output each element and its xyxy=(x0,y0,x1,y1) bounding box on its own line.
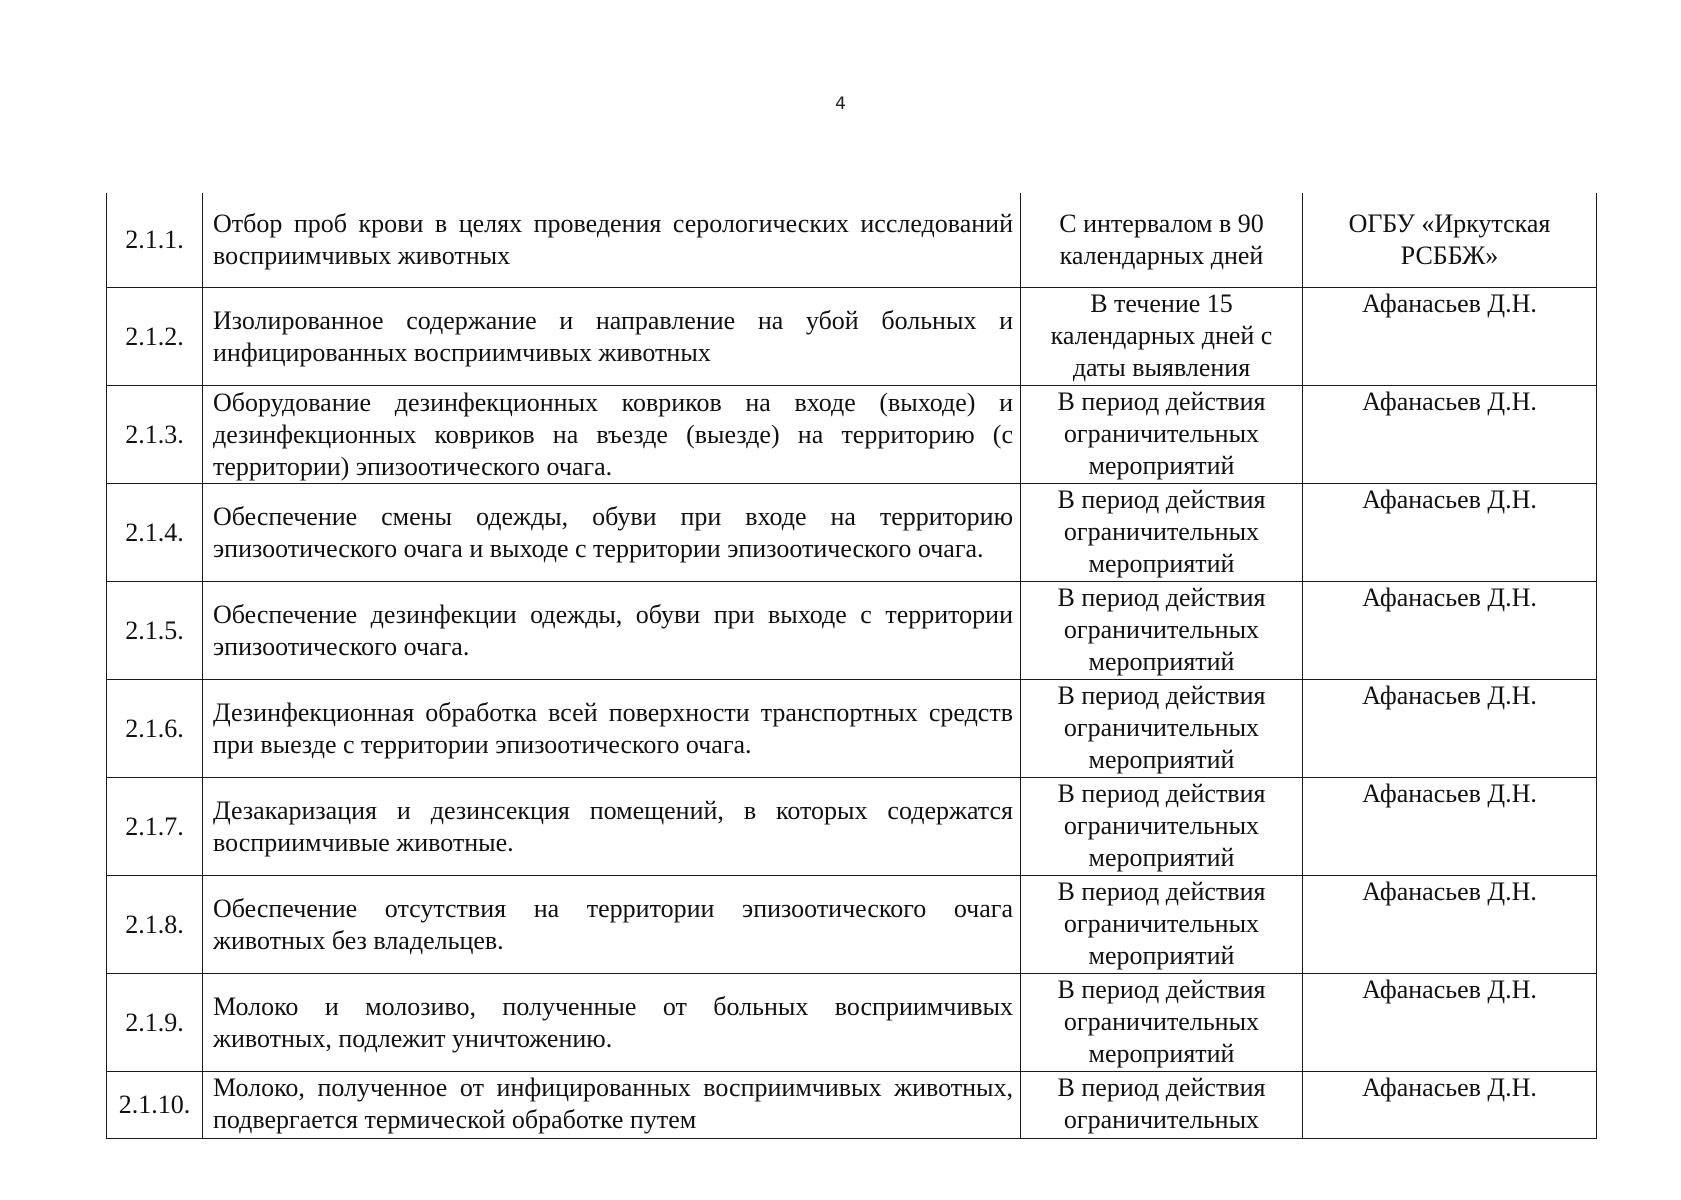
table-row xyxy=(107,974,1597,1072)
measure-term: В период действия ограничительных мероприятий xyxy=(1021,484,1303,582)
row-number: 2.1.4. xyxy=(107,484,203,582)
measure-description: Молоко, полученное от инфицированных восприимчивых животных, подвергается термической обработке путем xyxy=(203,1072,1021,1139)
table-row xyxy=(107,778,1597,876)
page-number: 4 xyxy=(835,94,846,114)
table-row xyxy=(107,876,1597,974)
measure-description: Дезинфекционная обработка всей поверхности транспортных средств при выезде с территории эпизоотического очага. xyxy=(203,680,1021,778)
row-number: 2.1.9. xyxy=(107,974,203,1072)
measure-responsible: Афанасьев Д.Н. xyxy=(1303,1072,1597,1139)
measure-term: В период действия ограничительных мероприятий xyxy=(1021,974,1303,1072)
table-row xyxy=(107,288,1597,386)
measure-responsible: Афанасьев Д.Н. xyxy=(1303,288,1597,386)
measures-table xyxy=(106,193,1597,1139)
measure-term: В течение 15 календарных дней с даты выявления xyxy=(1021,288,1303,386)
measure-description: Отбор проб крови в целях проведения серологических исследований восприимчивых животных xyxy=(203,193,1021,288)
row-number: 2.1.1. xyxy=(107,193,203,288)
measure-description: Оборудование дезинфекционных ковриков на входе (выходе) и дезинфекционных ковриков на въезде (выезде) на территорию (с территории) эпизоотического очага. xyxy=(203,386,1021,484)
measure-responsible: Афанасьев Д.Н. xyxy=(1303,582,1597,680)
measure-term: В период действия ограничительных мероприятий xyxy=(1021,778,1303,876)
measure-responsible: Афанасьев Д.Н. xyxy=(1303,876,1597,974)
measure-description: Обеспечение отсутствия на территории эпизоотического очага животных без владельцев. xyxy=(203,876,1021,974)
measure-description: Обеспечение дезинфекции одежды, обуви при выходе с территории эпизоотического очага. xyxy=(203,582,1021,680)
measure-term: В период действия ограничительных мероприятий xyxy=(1021,876,1303,974)
row-number: 2.1.6. xyxy=(107,680,203,778)
measure-description: Молоко и молозиво, полученные от больных восприимчивых животных, подлежит уничтожению. xyxy=(203,974,1021,1072)
row-number: 2.1.3. xyxy=(107,386,203,484)
row-number: 2.1.5. xyxy=(107,582,203,680)
table-row xyxy=(107,1072,1597,1139)
row-number: 2.1.10. xyxy=(107,1072,203,1139)
row-number: 2.1.7. xyxy=(107,778,203,876)
measure-responsible: Афанасьев Д.Н. xyxy=(1303,484,1597,582)
measure-term: В период действия ограничительных мероприятий xyxy=(1021,386,1303,484)
measure-term: В период действия ограничительных мероприятий xyxy=(1021,582,1303,680)
table-row xyxy=(107,582,1597,680)
measure-responsible: Афанасьев Д.Н. xyxy=(1303,974,1597,1072)
measure-term: В период действия ограничительных xyxy=(1021,1072,1303,1139)
table-row xyxy=(107,386,1597,484)
measure-responsible: Афанасьев Д.Н. xyxy=(1303,680,1597,778)
row-number: 2.1.8. xyxy=(107,876,203,974)
table-row xyxy=(107,484,1597,582)
measure-responsible: Афанасьев Д.Н. xyxy=(1303,778,1597,876)
measure-responsible: Афанасьев Д.Н. xyxy=(1303,386,1597,484)
measure-description: Дезакаризация и дезинсекция помещений, в которых содержатся восприимчивые животные. xyxy=(203,778,1021,876)
table-row xyxy=(107,193,1597,288)
measure-responsible: ОГБУ «Иркутская РСББЖ» xyxy=(1303,193,1597,288)
measure-term: С интервалом в 90 календарных дней xyxy=(1021,193,1303,288)
table-row xyxy=(107,680,1597,778)
measure-term: В период действия ограничительных мероприятий xyxy=(1021,680,1303,778)
measure-description: Изолированное содержание и направление на убой больных и инфицированных восприимчивых животных xyxy=(203,288,1021,386)
measure-description: Обеспечение смены одежды, обуви при входе на территорию эпизоотического очага и выходе с территории эпизоотического очага. xyxy=(203,484,1021,582)
row-number: 2.1.2. xyxy=(107,288,203,386)
